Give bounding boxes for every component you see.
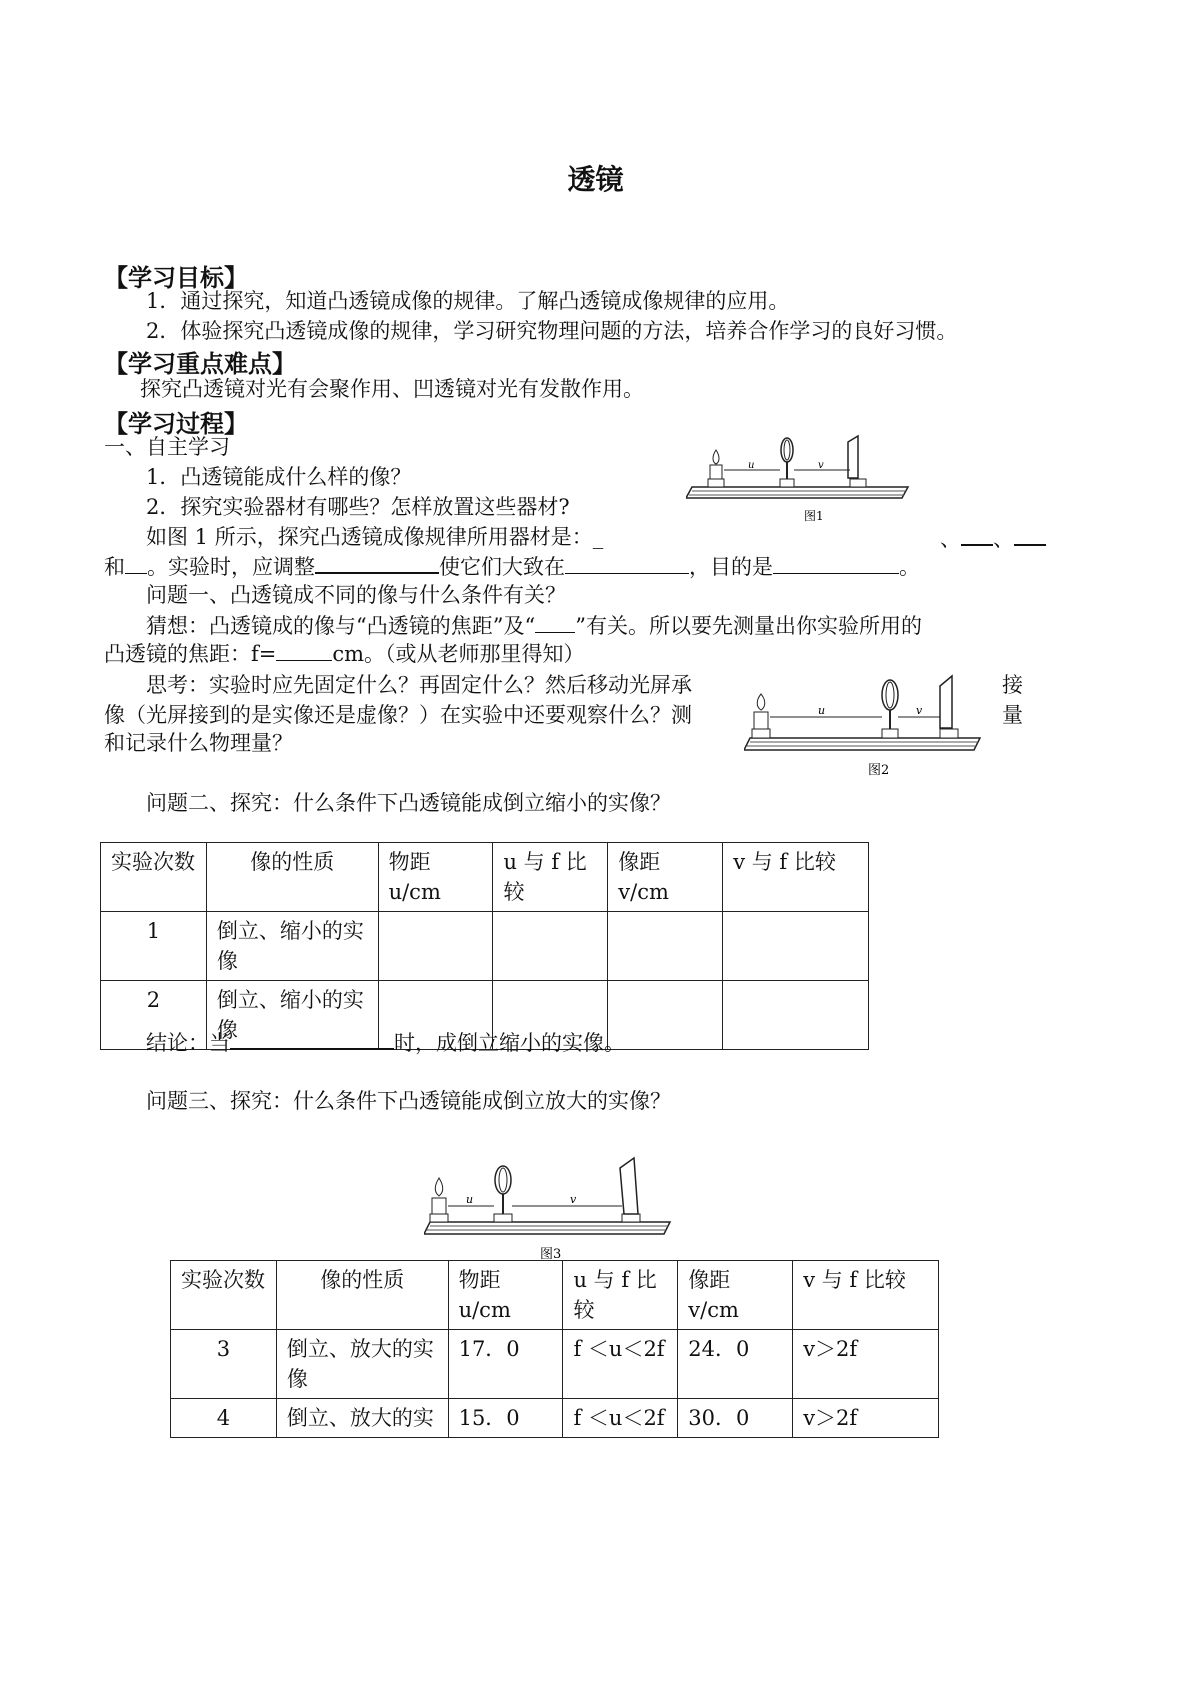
objective-item: 1．通过探究，知道凸透镜成像的规律。了解凸透镜成像规律的应用。: [146, 289, 790, 313]
fig2-u-label: u: [818, 704, 826, 717]
conclusion-line: [146, 1028, 625, 1056]
header-cell: v 与 f 比较: [723, 843, 869, 912]
section-heading: 一、自主学习: [104, 435, 230, 459]
cell: v＞2f: [793, 1399, 939, 1438]
separator: 、: [993, 527, 1014, 551]
fig1-blanks-row: [940, 524, 1046, 552]
think-line-1: 思考：实验时应先固定什么？再固定什么？然后移动光屏承: [146, 673, 692, 697]
problem-3: 问题三、探究：什么条件下凸透镜能成倒立放大的实像？: [146, 1089, 671, 1113]
problem-1: 问题一、凸透镜成不同的像与什么条件有关？: [146, 583, 566, 607]
fig1-text: 如图 1 所示，探究凸透镜成像规律所用器材是：_: [146, 525, 604, 549]
conclusion-blank[interactable]: [230, 1028, 394, 1050]
text: 凸透镜的焦距：f=: [104, 642, 277, 666]
cell: f ＜u＜2f: [563, 1330, 678, 1399]
text: ，目的是: [689, 555, 773, 579]
header-cell: 物距 u/cm: [448, 1261, 563, 1330]
header-cell: u 与 f 比较: [493, 843, 608, 912]
cell[interactable]: [378, 912, 493, 981]
cell: 15．0: [448, 1399, 563, 1438]
results-table-1: [100, 842, 869, 1050]
header-cell: 物距 u/cm: [378, 843, 493, 912]
text: 猜想：凸透镜成的像与“凸透镜的焦距”及“: [146, 614, 536, 638]
header-cell: v 与 f 比较: [793, 1261, 939, 1330]
answer-blank[interactable]: [565, 553, 689, 574]
fig3-v-label: v: [570, 1193, 577, 1206]
results-table-2: [170, 1260, 939, 1438]
fig2-v-label: v: [916, 704, 923, 717]
think-line-2-tail: 量: [1002, 703, 1023, 727]
table-row: [171, 1399, 939, 1438]
cell: 2: [101, 981, 207, 1050]
header-cell: 实验次数: [171, 1261, 277, 1330]
text: 结论：当: [146, 1031, 230, 1055]
page-title: 透镜: [567, 163, 624, 196]
answer-blank[interactable]: [773, 553, 899, 574]
key-points-heading: 【学习重点难点】: [104, 350, 296, 378]
answer-blank[interactable]: [1014, 524, 1046, 546]
header-cell: 实验次数: [101, 843, 207, 912]
cell: 30．0: [678, 1399, 793, 1438]
objective-item: 2．体验探究凸透镜成像的规律，学习研究物理问题的方法，培养合作学习的良好习惯。: [146, 319, 958, 343]
key-points-text: 探究凸透镜对光有会聚作用、凹透镜对光有发散作用。: [140, 377, 644, 401]
answer-blank[interactable]: [961, 524, 993, 546]
objectives-heading: 【学习目标】: [104, 264, 248, 292]
cell[interactable]: [608, 981, 723, 1050]
cell: 17．0: [448, 1330, 563, 1399]
answer-blank[interactable]: [315, 552, 439, 574]
fig3-u-label: u: [466, 1193, 474, 1206]
cell: 24．0: [678, 1330, 793, 1399]
text: 时，成倒立缩小的实像。: [394, 1031, 625, 1055]
answer-blank[interactable]: [125, 553, 147, 574]
fig1-u-label: u: [748, 460, 755, 471]
problem-2: 问题二、探究：什么条件下凸透镜能成倒立缩小的实像？: [146, 791, 671, 815]
text: 和: [104, 555, 125, 579]
figure-2-diagram: [744, 672, 988, 782]
cell: 1: [101, 912, 207, 981]
cell: 3: [171, 1330, 277, 1399]
header-cell: 像距 v/cm: [678, 1261, 793, 1330]
table-row: [101, 912, 869, 981]
cell: f ＜u＜2f: [563, 1399, 678, 1438]
text: cm。（或从老师那里得知）: [332, 642, 585, 666]
cell: 倒立、放大的实: [276, 1399, 448, 1438]
header-cell: 像距 v/cm: [608, 843, 723, 912]
answer-blank[interactable]: [535, 612, 575, 633]
think-line-2: 像（光屏接到的是实像还是虚像？）在实验中还要观察什么？测: [104, 703, 692, 727]
fig2-caption: 图2: [868, 763, 890, 778]
focal-length-line: [104, 640, 585, 667]
text: ”有关。所以要先测量出你实验所用的: [575, 614, 922, 638]
figure-1-diagram: [686, 434, 918, 528]
think-line-1-tail: 接: [1002, 673, 1023, 697]
think-line-3: 和记录什么物理量？: [104, 731, 293, 755]
question-2: 2．探究实验器材有哪些？怎样放置这些器材?: [146, 495, 570, 519]
header-cell: 像的性质: [206, 843, 378, 912]
cell[interactable]: [608, 912, 723, 981]
separator: 、: [940, 527, 961, 551]
question-1: 1．凸透镜能成什么样的像？: [146, 465, 412, 489]
table-header-row: [171, 1261, 939, 1330]
table-row: [171, 1330, 939, 1399]
cell: 倒立、缩小的实像: [206, 912, 378, 981]
text: 。实验时，应调整: [147, 555, 315, 579]
fig1-sentence-2: [104, 552, 920, 580]
text: 。: [899, 555, 920, 579]
header-cell: 像的性质: [276, 1261, 448, 1330]
fig1-v-label: v: [818, 460, 824, 471]
guess-line: [146, 612, 922, 639]
process-heading: 【学习过程】: [104, 410, 248, 438]
cell[interactable]: [723, 981, 869, 1050]
figure-3-diagram: [424, 1156, 674, 1264]
cell: v＞2f: [793, 1330, 939, 1399]
fig1-caption: 图1: [804, 509, 824, 523]
cell[interactable]: [723, 912, 869, 981]
header-cell: u 与 f 比较: [563, 1261, 678, 1330]
cell: 倒立、缩小的实像: [206, 981, 378, 1050]
cell: 倒立、放大的实像: [276, 1330, 448, 1399]
text: 使它们大致在: [439, 555, 565, 579]
fig1-sentence: [146, 524, 603, 550]
cell: 4: [171, 1399, 277, 1438]
fig3-caption: 图3: [540, 1247, 562, 1262]
focal-length-blank[interactable]: [276, 640, 332, 661]
table-header-row: [101, 843, 869, 912]
cell[interactable]: [493, 912, 608, 981]
